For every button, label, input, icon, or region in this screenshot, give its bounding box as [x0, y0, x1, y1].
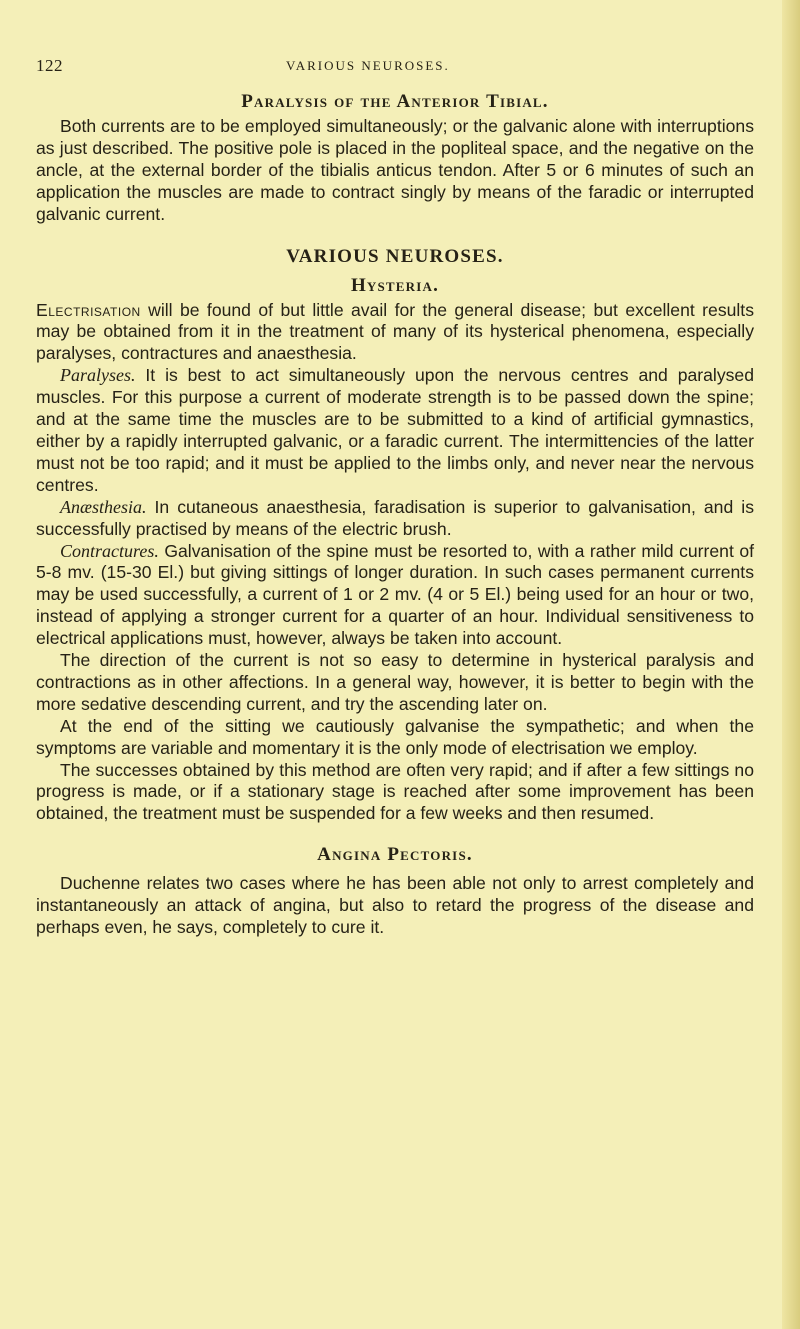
direction-paragraph: The direction of the current is not so easy to determine in hysterical paralysis and contractions as in other affections. In a general way, however, it is better to begin with the more sedative descending current, and try the ascending later on. — [36, 650, 754, 714]
angina-heading: Angina Pectoris. — [317, 844, 473, 866]
paralyses-label: Paralyses. — [60, 365, 136, 386]
electrisation-paragraph — [36, 300, 754, 366]
hysteria-heading: Hysteria. — [350, 274, 440, 296]
anaesthesia-text: In cutaneous anaesthesia, faradisation is superior to galvanisation, and is successfully practised by means of the electric brush. — [36, 496, 754, 539]
anaesthesia-paragraph — [36, 497, 754, 541]
paralyses-text: It is best to act simultaneously upon the nervous centres and paralysed muscles. For this purpose a current of moderate strength is to be passed down the spine; and at the same time the muscles are to be submitted to a kind of artificial gymnastics, either by a rapidly interrupted galvanic, or a faradic current. The intermittencies of the latter must not be too rapid; and it must be applied to the limbs only, and never near the nervous centres. — [36, 365, 754, 495]
paralyses-paragraph — [36, 365, 754, 496]
anaesthesia-label: Anæsthesia. — [60, 496, 147, 517]
running-title: VARIOUS NEUROSES. — [286, 58, 450, 73]
paralysis-heading: Paralysis of the Anterior Tibial. — [241, 91, 549, 112]
contractures-label: Contractures. — [60, 540, 159, 561]
sitting-paragraph: At the end of the sitting we cautiously galvanise the sympathetic; and when the symptoms are variable and momentary it is the only mode of electrisation we employ. — [36, 715, 754, 758]
page-content — [36, 45, 754, 939]
contractures-paragraph — [36, 541, 754, 651]
page-number: 122 — [36, 56, 63, 75]
contractures-text: Galvanisation of the spine must be resorted to, with a rather mild current of 5-8 mv. (15-30 El.) but giving sittings of longer duration. In such cases permanent currents may be used successfully, a current of 1 or 2 mv. (4 or 5 El.) being used for an hour or two, instead of applying a stronger current for a quarter of an hour. Individual sensitiveness to electrical applications must, however, always be taken into account. — [36, 540, 754, 649]
successes-paragraph: The successes obtained by this method are often very rapid; and if after a few sittings no progress is made, or if a stationary stage is reached after some improvement has been obtained, the treatment must be suspended for a few weeks and then resumed. — [36, 759, 754, 824]
neuroses-heading: VARIOUS NEUROSES. — [286, 245, 504, 267]
angina-paragraph: Duchenne relates two cases where he has been able not only to arrest completely and instantaneously an attack of angina, but also to retard the progress of the disease and perhaps even, he says, completely to cure it. — [36, 873, 754, 938]
electrisation-text: will be found of but little avail for the general disease; but excellent results may be obtained from it in the treatment of many of its hysterical phenomena, especially paralyses, contractures and anaesthesia. — [36, 299, 754, 364]
page-edge — [782, 0, 800, 1329]
paralysis-paragraph: Both currents are to be employed simultaneously; or the galvanic alone with interruptions as just described. The positive pole is placed in the popliteal space, and the negative on the ancle, at the external border of the tibialis anticus tendon. After 5 or 6 minutes of such an application the muscles are made to contract singly by means of the faradic or interrupted galvanic current. — [36, 116, 754, 224]
electrisation-lead: Electrisation — [36, 299, 141, 320]
